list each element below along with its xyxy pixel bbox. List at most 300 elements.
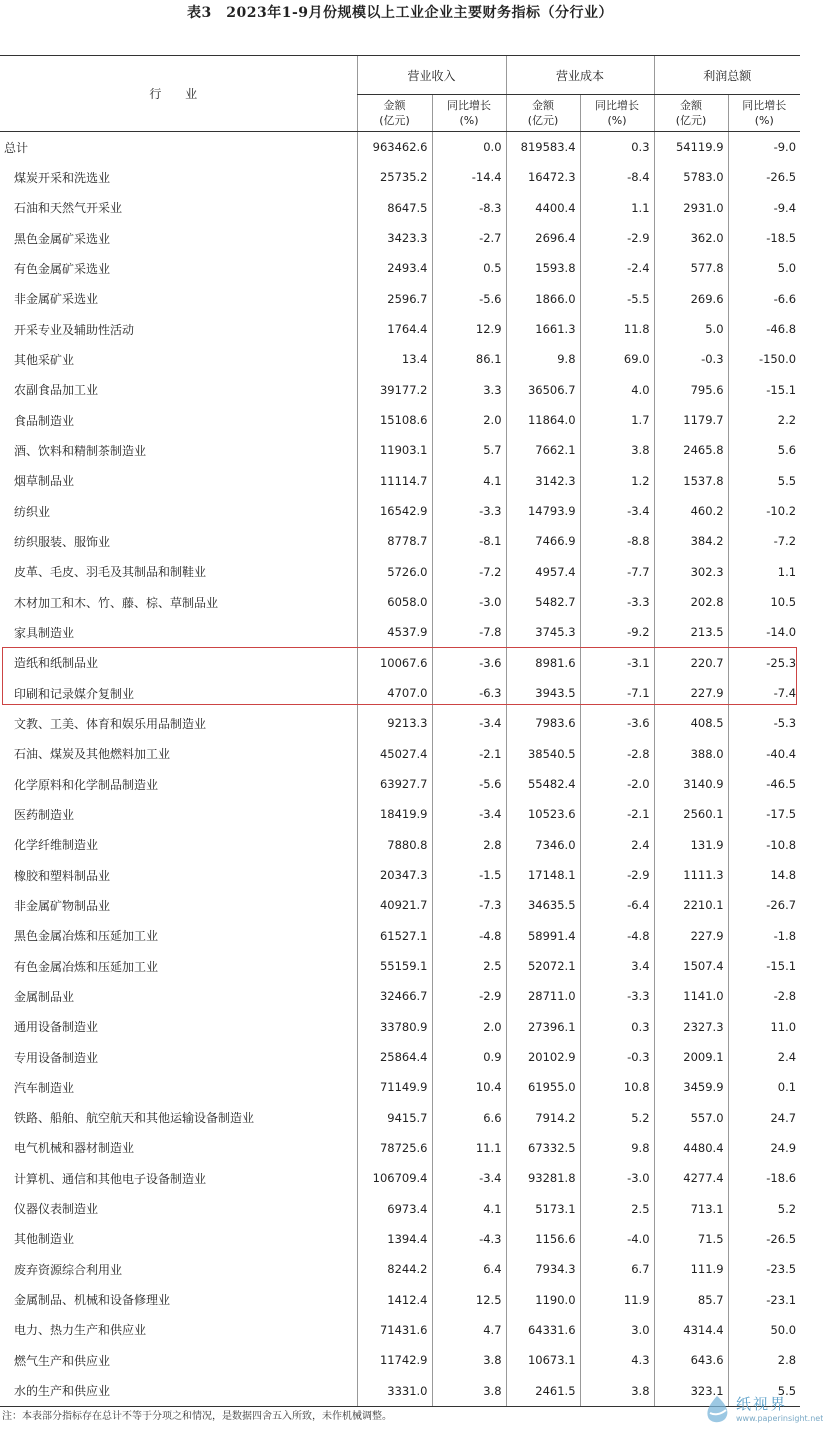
revenue-amount-cell: 63927.7 bbox=[357, 769, 432, 799]
revenue-amount-cell: 11742.9 bbox=[357, 1345, 432, 1375]
cost-amount-cell: 1190.0 bbox=[506, 1284, 580, 1314]
cost-growth-cell: -2.4 bbox=[580, 253, 654, 283]
cost-amount-cell: 67332.5 bbox=[506, 1133, 580, 1163]
profit-amount-cell: 227.9 bbox=[654, 678, 728, 708]
table-row bbox=[0, 1012, 800, 1042]
table-row bbox=[0, 1163, 800, 1193]
industry-name: 其他采矿业 bbox=[14, 352, 75, 367]
profit-amount-cell: 1179.7 bbox=[654, 405, 728, 435]
industry-name: 化学原料和化学制品制造业 bbox=[14, 777, 159, 792]
cost-amount-cell: 1661.3 bbox=[506, 314, 580, 344]
profit-growth-cell: 2.2 bbox=[728, 405, 800, 435]
industry-name: 金属制品业 bbox=[14, 989, 75, 1004]
cost-amount-cell: 10523.6 bbox=[506, 799, 580, 829]
table-row bbox=[0, 921, 800, 951]
revenue-amount-cell: 10067.6 bbox=[357, 648, 432, 678]
revenue-growth-cell: 0.9 bbox=[432, 1042, 506, 1072]
cost-amount-cell: 55482.4 bbox=[506, 769, 580, 799]
cost-amount-cell: 1593.8 bbox=[506, 253, 580, 283]
revenue-amount-cell: 45027.4 bbox=[357, 739, 432, 769]
cost-growth-cell: 4.0 bbox=[580, 375, 654, 405]
industry-name: 开采专业及辅助性活动 bbox=[14, 322, 135, 337]
industry-name: 造纸和纸制品业 bbox=[14, 656, 99, 671]
profit-growth-cell: -9.4 bbox=[728, 193, 800, 223]
cost-growth-cell: 1.7 bbox=[580, 405, 654, 435]
industry-name: 家具制造业 bbox=[14, 625, 75, 640]
growth-subheader bbox=[728, 95, 800, 132]
revenue-amount-cell: 39177.2 bbox=[357, 375, 432, 405]
revenue-amount-cell: 25864.4 bbox=[357, 1042, 432, 1072]
revenue-growth-cell: 12.9 bbox=[432, 314, 506, 344]
profit-amount-cell: 71.5 bbox=[654, 1224, 728, 1254]
revenue-amount-cell: 15108.6 bbox=[357, 405, 432, 435]
growth-unit: (%) bbox=[607, 114, 627, 127]
cost-amount-cell: 7662.1 bbox=[506, 435, 580, 465]
profit-amount-cell: 795.6 bbox=[654, 375, 728, 405]
industry-name: 酒、饮料和精制茶制造业 bbox=[14, 443, 147, 458]
industry-name: 农副食品加工业 bbox=[14, 383, 99, 398]
revenue-growth-cell: -3.4 bbox=[432, 1163, 506, 1193]
cost-growth-cell: 6.7 bbox=[580, 1254, 654, 1284]
table-row bbox=[0, 1375, 800, 1406]
revenue-amount-cell: 8647.5 bbox=[357, 193, 432, 223]
revenue-growth-cell: -5.6 bbox=[432, 769, 506, 799]
industry-name: 黑色金属冶炼和压延加工业 bbox=[14, 929, 159, 944]
cost-amount-cell: 27396.1 bbox=[506, 1012, 580, 1042]
table-row bbox=[0, 739, 800, 769]
revenue-growth-cell: -1.5 bbox=[432, 860, 506, 890]
revenue-amount-cell: 8244.2 bbox=[357, 1254, 432, 1284]
revenue-growth-cell: -8.1 bbox=[432, 526, 506, 556]
amount-subheader bbox=[506, 95, 580, 132]
table-row bbox=[0, 344, 800, 374]
cost-growth-cell: 69.0 bbox=[580, 344, 654, 374]
amount-unit: (亿元) bbox=[379, 114, 410, 127]
cost-amount-cell: 9.8 bbox=[506, 344, 580, 374]
revenue-growth-cell: -2.9 bbox=[432, 981, 506, 1011]
revenue-amount-cell: 6058.0 bbox=[357, 587, 432, 617]
cost-amount-cell: 7914.2 bbox=[506, 1103, 580, 1133]
revenue-growth-cell: -4.8 bbox=[432, 921, 506, 951]
table-row bbox=[0, 466, 800, 496]
amount-label: 金额 bbox=[680, 99, 703, 112]
table-row bbox=[0, 253, 800, 283]
cost-amount-cell: 61955.0 bbox=[506, 1072, 580, 1102]
cost-growth-cell: -2.9 bbox=[580, 860, 654, 890]
industry-column-header: 行 业 bbox=[0, 56, 357, 132]
profit-amount-cell: 2009.1 bbox=[654, 1042, 728, 1072]
cost-amount-cell: 28711.0 bbox=[506, 981, 580, 1011]
revenue-amount-cell: 963462.6 bbox=[357, 132, 432, 163]
revenue-amount-cell: 4537.9 bbox=[357, 617, 432, 647]
cost-amount-cell: 5482.7 bbox=[506, 587, 580, 617]
profit-growth-cell: 5.6 bbox=[728, 435, 800, 465]
profit-amount-cell: 111.9 bbox=[654, 1254, 728, 1284]
profit-growth-cell: 50.0 bbox=[728, 1315, 800, 1345]
revenue-growth-cell: 5.7 bbox=[432, 435, 506, 465]
cost-amount-cell: 11864.0 bbox=[506, 405, 580, 435]
industry-name: 皮革、毛皮、羽毛及其制品和制鞋业 bbox=[14, 565, 207, 580]
industry-name: 汽车制造业 bbox=[14, 1080, 75, 1095]
growth-subheader bbox=[432, 95, 506, 132]
cost-amount-cell: 4400.4 bbox=[506, 193, 580, 223]
cost-growth-cell: -3.1 bbox=[580, 648, 654, 678]
financial-table-container bbox=[0, 55, 800, 1407]
profit-growth-cell: -7.4 bbox=[728, 678, 800, 708]
cost-amount-cell: 7346.0 bbox=[506, 830, 580, 860]
table-row bbox=[0, 1254, 800, 1284]
industry-name: 有色金属冶炼和压延加工业 bbox=[14, 959, 159, 974]
industry-name: 黑色金属矿采选业 bbox=[14, 231, 111, 246]
cost-amount-cell: 4957.4 bbox=[506, 557, 580, 587]
revenue-growth-cell: -8.3 bbox=[432, 193, 506, 223]
revenue-growth-cell: -3.6 bbox=[432, 648, 506, 678]
profit-amount-cell: 227.9 bbox=[654, 921, 728, 951]
watermark-text: 纸视界 bbox=[736, 1395, 788, 1413]
profit-amount-cell: 302.3 bbox=[654, 557, 728, 587]
profit-group-header: 利润总额 bbox=[654, 56, 800, 95]
cost-amount-cell: 3943.5 bbox=[506, 678, 580, 708]
cost-amount-cell: 819583.4 bbox=[506, 132, 580, 163]
cost-amount-cell: 17148.1 bbox=[506, 860, 580, 890]
revenue-growth-cell: -3.0 bbox=[432, 587, 506, 617]
revenue-growth-cell: -5.6 bbox=[432, 284, 506, 314]
growth-unit: (%) bbox=[754, 114, 774, 127]
profit-amount-cell: 269.6 bbox=[654, 284, 728, 314]
cost-growth-cell: 3.8 bbox=[580, 435, 654, 465]
amount-label: 金额 bbox=[532, 99, 555, 112]
table-row bbox=[0, 526, 800, 556]
profit-growth-cell: -7.2 bbox=[728, 526, 800, 556]
revenue-growth-cell: 86.1 bbox=[432, 344, 506, 374]
cost-amount-cell: 34635.5 bbox=[506, 890, 580, 920]
industry-name: 铁路、船舶、航空航天和其他运输设备制造业 bbox=[14, 1111, 255, 1126]
profit-growth-cell: 5.5 bbox=[728, 1375, 800, 1406]
profit-growth-cell: -10.8 bbox=[728, 830, 800, 860]
profit-amount-cell: 220.7 bbox=[654, 648, 728, 678]
revenue-amount-cell: 71431.6 bbox=[357, 1315, 432, 1345]
industry-name: 计算机、通信和其他电子设备制造业 bbox=[14, 1171, 207, 1186]
industry-name: 水的生产和供应业 bbox=[0, 1375, 357, 1406]
cost-amount-cell: 14793.9 bbox=[506, 496, 580, 526]
cost-growth-cell: -3.0 bbox=[580, 1163, 654, 1193]
profit-amount-cell: 4314.4 bbox=[654, 1315, 728, 1345]
profit-growth-cell: 11.0 bbox=[728, 1012, 800, 1042]
industry-name: 通用设备制造业 bbox=[14, 1020, 99, 1035]
profit-growth-cell: -23.5 bbox=[728, 1254, 800, 1284]
profit-amount-cell: 4480.4 bbox=[654, 1133, 728, 1163]
cost-growth-cell: 3.8 bbox=[580, 1375, 654, 1406]
revenue-growth-cell: 6.4 bbox=[432, 1254, 506, 1284]
revenue-amount-cell: 20347.3 bbox=[357, 860, 432, 890]
table-row bbox=[0, 284, 800, 314]
cost-growth-cell: 2.4 bbox=[580, 830, 654, 860]
profit-growth-cell: 1.1 bbox=[728, 557, 800, 587]
table-row bbox=[0, 981, 800, 1011]
revenue-growth-cell: 12.5 bbox=[432, 1284, 506, 1314]
industry-name: 电力、热力生产和供应业 bbox=[14, 1323, 147, 1338]
growth-label: 同比增长 bbox=[742, 99, 787, 112]
cost-growth-cell: -3.4 bbox=[580, 496, 654, 526]
table-row bbox=[0, 890, 800, 920]
revenue-growth-cell: 10.4 bbox=[432, 1072, 506, 1102]
profit-growth-cell: 14.8 bbox=[728, 860, 800, 890]
industry-name: 文教、工美、体育和娱乐用品制造业 bbox=[14, 716, 207, 731]
table-row bbox=[0, 1042, 800, 1072]
revenue-amount-cell: 3331.0 bbox=[357, 1375, 432, 1406]
revenue-amount-cell: 2493.4 bbox=[357, 253, 432, 283]
revenue-growth-cell: -3.3 bbox=[432, 496, 506, 526]
table-row bbox=[0, 557, 800, 587]
watermark bbox=[700, 1393, 823, 1429]
industry-name: 其他制造业 bbox=[14, 1232, 75, 1247]
profit-growth-cell: -46.8 bbox=[728, 314, 800, 344]
revenue-amount-cell: 11114.7 bbox=[357, 466, 432, 496]
cost-growth-cell: -3.6 bbox=[580, 708, 654, 738]
profit-growth-cell: 10.5 bbox=[728, 587, 800, 617]
profit-amount-cell: 2465.8 bbox=[654, 435, 728, 465]
profit-growth-cell: 5.2 bbox=[728, 1193, 800, 1223]
cost-growth-cell: 10.8 bbox=[580, 1072, 654, 1102]
cost-growth-cell: 3.0 bbox=[580, 1315, 654, 1345]
profit-amount-cell: 5.0 bbox=[654, 314, 728, 344]
cost-growth-cell: 11.8 bbox=[580, 314, 654, 344]
table-row bbox=[0, 678, 800, 708]
cost-amount-cell: 7934.3 bbox=[506, 1254, 580, 1284]
revenue-growth-cell: 3.8 bbox=[432, 1345, 506, 1375]
industry-name: 有色金属矿采选业 bbox=[14, 261, 111, 276]
profit-growth-cell: -1.8 bbox=[728, 921, 800, 951]
cost-amount-cell: 2461.5 bbox=[506, 1375, 580, 1406]
revenue-group-header: 营业收入 bbox=[357, 56, 506, 95]
profit-growth-cell: 2.4 bbox=[728, 1042, 800, 1072]
profit-amount-cell: 2560.1 bbox=[654, 799, 728, 829]
growth-label: 同比增长 bbox=[595, 99, 640, 112]
industry-name: 金属制品、机械和设备修理业 bbox=[14, 1293, 171, 1308]
revenue-growth-cell: -2.1 bbox=[432, 739, 506, 769]
industry-name: 燃气生产和供应业 bbox=[14, 1353, 111, 1368]
cost-amount-cell: 16472.3 bbox=[506, 162, 580, 192]
profit-growth-cell: 5.5 bbox=[728, 466, 800, 496]
profit-amount-cell: 3140.9 bbox=[654, 769, 728, 799]
profit-growth-cell: -26.5 bbox=[728, 162, 800, 192]
profit-growth-cell: -5.3 bbox=[728, 708, 800, 738]
table-row bbox=[0, 617, 800, 647]
revenue-amount-cell: 2596.7 bbox=[357, 284, 432, 314]
revenue-amount-cell: 106709.4 bbox=[357, 1163, 432, 1193]
cost-amount-cell: 3142.3 bbox=[506, 466, 580, 496]
industry-name: 食品制造业 bbox=[14, 413, 75, 428]
table-row bbox=[0, 708, 800, 738]
cost-growth-cell: -8.8 bbox=[580, 526, 654, 556]
revenue-growth-cell: -7.3 bbox=[432, 890, 506, 920]
revenue-amount-cell: 11903.1 bbox=[357, 435, 432, 465]
table-header bbox=[0, 56, 800, 132]
cost-amount-cell: 3745.3 bbox=[506, 617, 580, 647]
profit-amount-cell: 323.1 bbox=[654, 1375, 728, 1406]
cost-growth-cell: -4.8 bbox=[580, 921, 654, 951]
industry-name: 木材加工和木、竹、藤、棕、草制品业 bbox=[14, 595, 219, 610]
profit-growth-cell: -6.6 bbox=[728, 284, 800, 314]
table-row bbox=[0, 769, 800, 799]
cost-amount-cell: 2696.4 bbox=[506, 223, 580, 253]
revenue-amount-cell: 9213.3 bbox=[357, 708, 432, 738]
table-row bbox=[0, 496, 800, 526]
amount-subheader bbox=[357, 95, 432, 132]
revenue-growth-cell: 4.1 bbox=[432, 466, 506, 496]
revenue-amount-cell: 40921.7 bbox=[357, 890, 432, 920]
profit-amount-cell: 1507.4 bbox=[654, 951, 728, 981]
table-row bbox=[0, 314, 800, 344]
profit-growth-cell: -15.1 bbox=[728, 951, 800, 981]
profit-growth-cell: -2.8 bbox=[728, 981, 800, 1011]
revenue-amount-cell: 7880.8 bbox=[357, 830, 432, 860]
cost-amount-cell: 36506.7 bbox=[506, 375, 580, 405]
profit-amount-cell: 1141.0 bbox=[654, 981, 728, 1011]
industry-name: 烟草制品业 bbox=[14, 474, 75, 489]
revenue-growth-cell: -3.4 bbox=[432, 799, 506, 829]
revenue-growth-cell: -7.2 bbox=[432, 557, 506, 587]
profit-amount-cell: 557.0 bbox=[654, 1103, 728, 1133]
cost-amount-cell: 7983.6 bbox=[506, 708, 580, 738]
profit-growth-cell: -17.5 bbox=[728, 799, 800, 829]
profit-growth-cell: -23.1 bbox=[728, 1284, 800, 1314]
cost-growth-cell: -4.0 bbox=[580, 1224, 654, 1254]
table-row bbox=[0, 1072, 800, 1102]
cost-growth-cell: 1.2 bbox=[580, 466, 654, 496]
profit-growth-cell: 24.7 bbox=[728, 1103, 800, 1133]
industry-name: 非金属矿物制品业 bbox=[14, 898, 111, 913]
cost-amount-cell: 1156.6 bbox=[506, 1224, 580, 1254]
revenue-growth-cell: 2.5 bbox=[432, 951, 506, 981]
cost-group-header: 营业成本 bbox=[506, 56, 654, 95]
revenue-growth-cell: 4.1 bbox=[432, 1193, 506, 1223]
cost-growth-cell: 3.4 bbox=[580, 951, 654, 981]
table-row bbox=[0, 162, 800, 192]
revenue-amount-cell: 55159.1 bbox=[357, 951, 432, 981]
table-row bbox=[0, 860, 800, 890]
table-row bbox=[0, 1193, 800, 1223]
profit-growth-cell: -14.0 bbox=[728, 617, 800, 647]
profit-growth-cell: -46.5 bbox=[728, 769, 800, 799]
profit-amount-cell: 408.5 bbox=[654, 708, 728, 738]
revenue-amount-cell: 8778.7 bbox=[357, 526, 432, 556]
revenue-growth-cell: -4.3 bbox=[432, 1224, 506, 1254]
revenue-growth-cell: 3.3 bbox=[432, 375, 506, 405]
industry-name: 废弃资源综合利用业 bbox=[14, 1262, 123, 1277]
profit-growth-cell: -26.5 bbox=[728, 1224, 800, 1254]
industry-name: 仪器仪表制造业 bbox=[14, 1202, 99, 1217]
cost-growth-cell: 2.5 bbox=[580, 1193, 654, 1223]
table-row bbox=[0, 951, 800, 981]
revenue-growth-cell: 2.0 bbox=[432, 1012, 506, 1042]
cost-growth-cell: -3.3 bbox=[580, 587, 654, 617]
watermark-url: www.paperinsight.net bbox=[736, 1414, 823, 1423]
table-row bbox=[0, 1133, 800, 1163]
revenue-amount-cell: 5726.0 bbox=[357, 557, 432, 587]
profit-amount-cell: 362.0 bbox=[654, 223, 728, 253]
cost-growth-cell: 1.1 bbox=[580, 193, 654, 223]
table-row bbox=[0, 830, 800, 860]
industry-name: 化学纤维制造业 bbox=[14, 838, 99, 853]
table-row bbox=[0, 405, 800, 435]
revenue-growth-cell: 6.6 bbox=[432, 1103, 506, 1133]
industry-name: 电气机械和器材制造业 bbox=[14, 1141, 135, 1156]
cost-amount-cell: 7466.9 bbox=[506, 526, 580, 556]
growth-unit: (%) bbox=[459, 114, 479, 127]
profit-amount-cell: 2327.3 bbox=[654, 1012, 728, 1042]
cost-growth-cell: 0.3 bbox=[580, 1012, 654, 1042]
revenue-growth-cell: -2.7 bbox=[432, 223, 506, 253]
cost-growth-cell: 0.3 bbox=[580, 132, 654, 163]
profit-amount-cell: 384.2 bbox=[654, 526, 728, 556]
table-row bbox=[0, 648, 800, 678]
industry-name: 纺织服装、服饰业 bbox=[14, 534, 111, 549]
revenue-growth-cell: -14.4 bbox=[432, 162, 506, 192]
profit-growth-cell: -18.5 bbox=[728, 223, 800, 253]
revenue-amount-cell: 4707.0 bbox=[357, 678, 432, 708]
profit-amount-cell: 54119.9 bbox=[654, 132, 728, 163]
cost-growth-cell: -5.5 bbox=[580, 284, 654, 314]
profit-amount-cell: 85.7 bbox=[654, 1284, 728, 1314]
cost-amount-cell: 52072.1 bbox=[506, 951, 580, 981]
profit-amount-cell: 2210.1 bbox=[654, 890, 728, 920]
revenue-growth-cell: 0.0 bbox=[432, 132, 506, 163]
table-row bbox=[0, 193, 800, 223]
table-row bbox=[0, 1224, 800, 1254]
cost-growth-cell: -2.9 bbox=[580, 223, 654, 253]
profit-amount-cell: 2931.0 bbox=[654, 193, 728, 223]
cost-growth-cell: -7.1 bbox=[580, 678, 654, 708]
total-row bbox=[0, 132, 800, 163]
profit-amount-cell: 713.1 bbox=[654, 1193, 728, 1223]
table-row bbox=[0, 1315, 800, 1345]
cost-growth-cell: -7.7 bbox=[580, 557, 654, 587]
industry-name: 橡胶和塑料制品业 bbox=[14, 868, 111, 883]
revenue-growth-cell: 2.8 bbox=[432, 830, 506, 860]
cost-growth-cell: 5.2 bbox=[580, 1103, 654, 1133]
amount-subheader bbox=[654, 95, 728, 132]
profit-growth-cell: -25.3 bbox=[728, 648, 800, 678]
cost-amount-cell: 64331.6 bbox=[506, 1315, 580, 1345]
table-row bbox=[0, 1284, 800, 1314]
revenue-amount-cell: 25735.2 bbox=[357, 162, 432, 192]
profit-growth-cell: 0.1 bbox=[728, 1072, 800, 1102]
profit-growth-cell: -9.0 bbox=[728, 132, 800, 163]
profit-amount-cell: 577.8 bbox=[654, 253, 728, 283]
amount-label: 金额 bbox=[383, 99, 406, 112]
profit-growth-cell: -18.6 bbox=[728, 1163, 800, 1193]
revenue-amount-cell: 1764.4 bbox=[357, 314, 432, 344]
cost-amount-cell: 20102.9 bbox=[506, 1042, 580, 1072]
profit-growth-cell: -40.4 bbox=[728, 739, 800, 769]
cost-growth-cell: -6.4 bbox=[580, 890, 654, 920]
cost-growth-cell: 11.9 bbox=[580, 1284, 654, 1314]
profit-amount-cell: 202.8 bbox=[654, 587, 728, 617]
cost-growth-cell: -3.3 bbox=[580, 981, 654, 1011]
table-row bbox=[0, 1345, 800, 1375]
profit-growth-cell: 2.8 bbox=[728, 1345, 800, 1375]
growth-subheader bbox=[580, 95, 654, 132]
table-row bbox=[0, 435, 800, 465]
profit-amount-cell: 3459.9 bbox=[654, 1072, 728, 1102]
revenue-growth-cell: 3.8 bbox=[432, 1375, 506, 1406]
cost-amount-cell: 5173.1 bbox=[506, 1193, 580, 1223]
profit-amount-cell: 213.5 bbox=[654, 617, 728, 647]
paper-logo-icon bbox=[700, 1393, 734, 1427]
industry-name: 煤炭开采和洗选业 bbox=[14, 170, 111, 185]
table-body bbox=[0, 132, 800, 1407]
